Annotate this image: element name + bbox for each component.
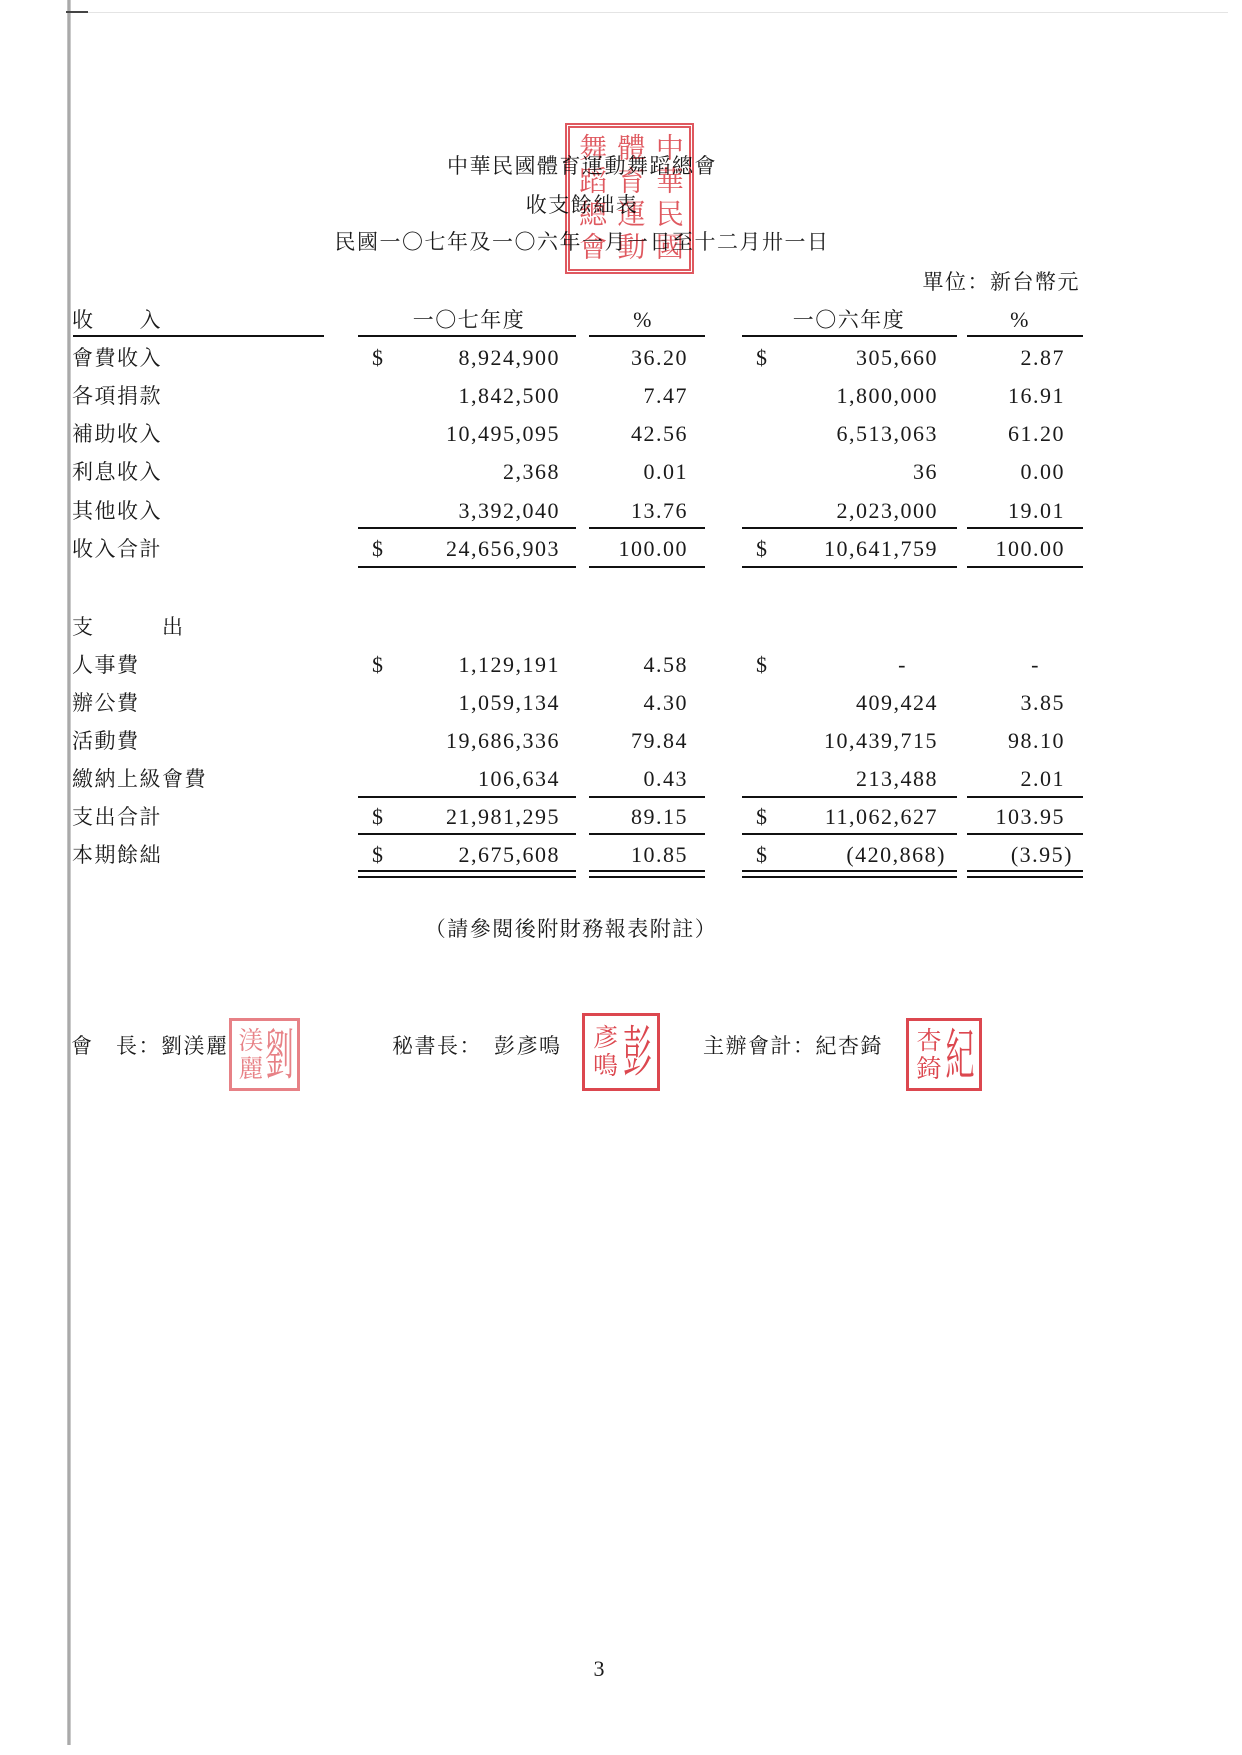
total-rule [0,566,1242,568]
seal-column: 舞蹈總會 [575,132,609,265]
currency-symbol-106: $ [756,345,769,370]
currency-symbol-106: $ [756,536,769,561]
currency-symbol-107: $ [372,804,385,829]
rule-segment [742,870,957,872]
seal-column: 體育運動 [613,132,647,265]
percent-106: 16.91 [1008,383,1065,408]
percent-106: 3.85 [1020,690,1065,715]
rule-segment [967,876,1083,878]
amount-107: 106,634 [478,766,560,791]
seal-main-character: 劉 [264,1022,294,1087]
statement-title: 收支餘絀表 [525,193,639,217]
percent-107: 4.58 [643,652,688,677]
rule-segment [358,335,576,337]
rule-segment [73,335,324,337]
percent-107: 89.15 [631,804,688,829]
expense-row [0,689,1242,717]
seal-main-character: 紀 [945,1022,975,1087]
rule-segment [742,833,957,835]
rule-segment [358,566,576,568]
amount-106: (420,868) [846,842,946,867]
expense-total-row [0,803,1242,831]
row-label: 繳納上級會費 [72,767,207,791]
double-rule-bottom [0,876,1242,878]
rule-segment [742,796,957,798]
amount-107: 21,981,295 [446,804,560,829]
amount-107: 10,495,095 [446,421,560,446]
amount-107: 2,368 [503,459,560,484]
income-row [0,344,1242,372]
rule-segment [742,527,957,529]
seal-main-character: 彭 [622,1019,652,1085]
percent-106: - [1031,652,1040,677]
secretary-seal [582,1013,660,1091]
percent-106: 2.87 [1020,345,1065,370]
page-number: 3 [593,1656,605,1681]
seal-side-characters: 杏錡 [913,1026,942,1083]
percent-106: 19.01 [1008,498,1065,523]
rule-segment [589,566,705,568]
rule-segment [358,876,576,878]
currency-symbol-107: $ [372,536,385,561]
rule-segment [358,870,576,872]
percent-107: 13.76 [631,498,688,523]
rule-segment [589,833,705,835]
rule-segment [589,870,705,872]
statement-period: 民國一〇七年及一〇六年一月一日至十二月卅一日 [334,230,830,254]
row-label: 利息收入 [72,460,162,484]
rule-segment [358,796,576,798]
accountant-seal [906,1018,982,1091]
scan-corner-mark [66,11,88,13]
percent-107: 10.85 [631,842,688,867]
percent-106: (3.95) [1010,842,1073,867]
row-label: 辦公費 [72,691,140,715]
rule-segment [358,527,576,529]
total-rule [0,833,1242,835]
rule-segment [967,527,1083,529]
amount-107: 1,842,500 [458,383,560,408]
rule-segment [589,527,705,529]
rule-segment [967,833,1083,835]
row-label: 各項捐款 [72,384,162,408]
scan-top-line [88,12,1228,13]
percent-107: 42.56 [631,421,688,446]
amount-107: 8,924,900 [458,345,560,370]
income-row [0,420,1242,448]
amount-106: 10,439,715 [824,728,938,753]
percent-107: 79.84 [631,728,688,753]
income-row [0,382,1242,410]
column-header-106: 一〇六年度 [792,308,906,332]
percent-107: 0.43 [643,766,688,791]
row-label: 人事費 [72,653,140,677]
expense-row [0,765,1242,793]
double-rule-top [0,870,1242,872]
subtotal-rule [0,527,1242,529]
seal-side-characters: 渼麗 [235,1026,264,1083]
rule-segment [742,566,957,568]
amount-106: 11,062,627 [824,804,938,829]
header-rule [0,335,1242,337]
amount-106: 2,023,000 [836,498,938,523]
currency-symbol-107: $ [372,652,385,677]
amount-106: 305,660 [856,345,938,370]
rule-segment [967,796,1083,798]
currency-symbol-106: $ [756,842,769,867]
column-header-percent-106: % [1010,307,1030,332]
percent-106: 61.20 [1008,421,1065,446]
percent-107: 0.01 [643,459,688,484]
seal-column: 中華民國 [651,132,685,265]
rule-segment [967,335,1083,337]
income-row [0,458,1242,486]
percent-106: 100.00 [995,536,1065,561]
rule-segment [742,335,957,337]
row-label: 支出合計 [72,805,162,829]
percent-107: 4.30 [643,690,688,715]
amount-107: 19,686,336 [446,728,560,753]
rule-segment [967,870,1083,872]
currency-unit: 單位：新台幣元 [922,270,1080,294]
percent-107: 100.00 [618,536,688,561]
seal-side-characters: 彥鳴 [589,1024,619,1080]
currency-symbol-107: $ [372,345,385,370]
amount-106: 1,800,000 [836,383,938,408]
chairman-seal [229,1018,300,1091]
amount-106: - [898,652,907,677]
rule-segment [358,833,576,835]
rule-segment [589,796,705,798]
percent-106: 98.10 [1008,728,1065,753]
rule-segment [589,876,705,878]
rule-segment [589,335,705,337]
expense-heading-row [0,613,1242,641]
income-row [0,497,1242,525]
signature-secretary-general: 秘書長： 彭彥鳴 [392,1034,562,1058]
income-total-row [0,535,1242,563]
signature-accountant: 主辦會計：紀杏錡 [703,1034,883,1058]
rule-segment [967,566,1083,568]
amount-107: 1,129,191 [458,652,560,677]
association-seal [565,123,694,274]
amount-106: 6,513,063 [836,421,938,446]
row-label: 本期餘絀 [72,843,162,867]
amount-107: 24,656,903 [446,536,560,561]
percent-107: 36.20 [631,345,688,370]
currency-symbol-107: $ [372,842,385,867]
column-header-percent-107: % [633,307,653,332]
currency-symbol-106: $ [756,652,769,677]
column-header-107: 一〇七年度 [412,308,526,332]
amount-106: 36 [913,459,938,484]
footnote: （請參閱後附財務報表附註） [424,917,718,941]
currency-symbol-106: $ [756,804,769,829]
amount-107: 1,059,134 [458,690,560,715]
subtotal-rule [0,796,1242,798]
percent-106: 2.01 [1020,766,1065,791]
amount-106: 10,641,759 [824,536,938,561]
expense-row [0,651,1242,679]
percent-106: 0.00 [1020,459,1065,484]
scan-edge-line [67,0,71,1745]
income-section-heading: 收 入 [72,308,162,332]
percent-107: 7.47 [643,383,688,408]
row-label: 會費收入 [72,346,162,370]
amount-107: 3,392,040 [458,498,560,523]
expense-section-heading: 支 出 [72,615,185,639]
organization-title: 中華民國體育運動舞蹈總會 [447,154,717,178]
row-label: 活動費 [72,729,140,753]
row-label: 其他收入 [72,499,162,523]
surplus-row [0,841,1242,869]
amount-106: 409,424 [856,690,938,715]
table-header-row [0,306,1242,334]
signature-chairman: 會 長：劉渼麗 [71,1034,229,1058]
amount-106: 213,488 [856,766,938,791]
percent-106: 103.95 [995,804,1065,829]
expense-row [0,727,1242,755]
amount-107: 2,675,608 [458,842,560,867]
rule-segment [742,876,957,878]
row-label: 補助收入 [72,422,162,446]
row-label: 收入合計 [72,537,162,561]
